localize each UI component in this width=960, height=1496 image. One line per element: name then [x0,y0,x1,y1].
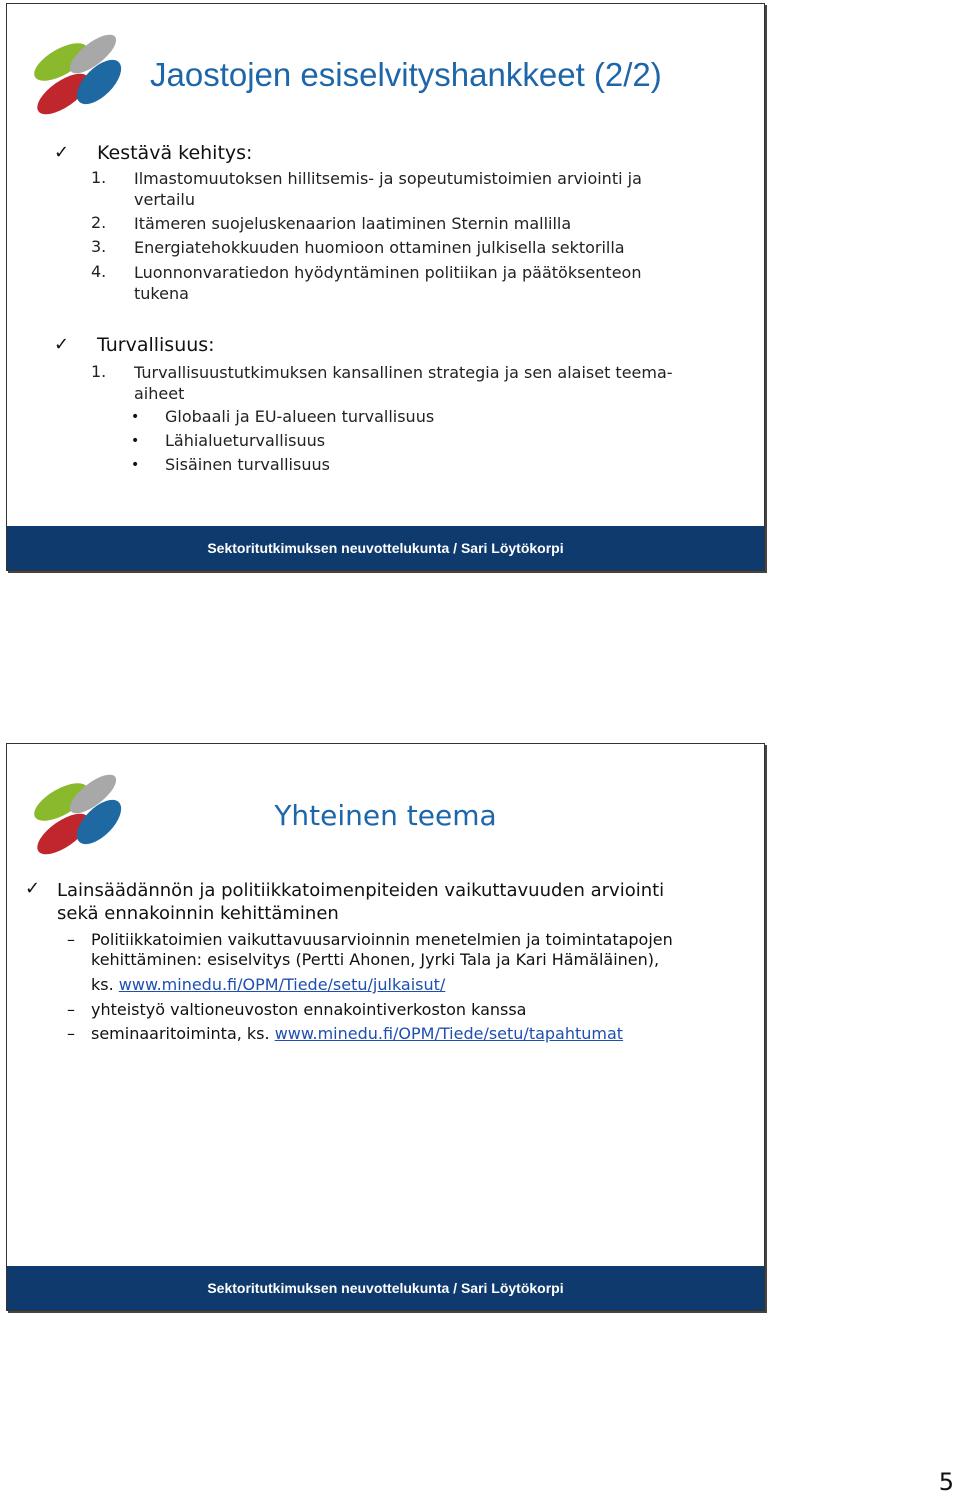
bullet-icon: • [131,457,140,473]
list-number: 2. [91,213,107,232]
bullet-item: Lähialueturvallisuus [165,431,326,450]
dash-icon: – [67,1000,75,1019]
bullet-item: Sisäinen turvallisuus [165,455,330,474]
slide-footer: Sektoritutkimuksen neuvottelukunta / Sari Löytökorpi [7,526,764,570]
section-heading: Kestävä kehitys: [97,142,253,164]
list-number: 1. [91,168,107,187]
list-number: 3. [91,237,107,256]
list-item: Itämeren suojeluskenaarion laatiminen Sternin mallilla [134,214,572,233]
section-heading: Turvallisuus: [97,334,215,356]
organization-logo [21,22,131,122]
page-number: 5 [938,1468,954,1496]
checkmark-icon: ✓ [25,878,41,899]
julkaisut-link[interactable]: www.minedu.fi/OPM/Tiede/setu/julkaisut/ [118,975,446,994]
dash-icon: – [67,930,75,949]
bullet-item: Globaali ja EU-alueen turvallisuus [165,407,435,426]
slide-title: Yhteinen teema [274,799,497,832]
list-number: 1. [91,362,107,381]
bullet-icon: • [131,409,140,425]
sub-item: yhteistyö valtioneuvoston ennakointiverkoston kanssa [91,1000,527,1019]
main-point: Lainsäädännön ja politiikkatoimenpiteiden vaikuttavuuden arviointi sekä ennakoinnin kehittäminen [57,880,665,924]
list-item: Luonnonvaratiedon hyödyntäminen politiikan ja päätöksenteon tukena [134,263,642,303]
tapahtumat-link[interactable]: www.minedu.fi/OPM/Tiede/setu/tapahtumat [274,1024,624,1043]
checkmark-icon: ✓ [54,334,70,355]
list-item: Turvallisuustutkimuksen kansallinen strategia ja sen alaiset teema- aiheet [134,363,673,403]
slide-2 [6,743,765,1311]
slide-1 [6,3,765,571]
bullet-icon: • [131,433,140,449]
sub-item: seminaaritoiminta, ks. www.minedu.fi/OPM/Tiede/setu/tapahtumat [91,1024,624,1043]
dash-icon: – [67,1024,75,1043]
slide-title: Jaostojen esiselvityshankkeet (2/2) [150,56,662,93]
list-number: 4. [91,262,107,281]
checkmark-icon: ✓ [54,142,70,163]
list-item: Ilmastomuutoksen hillitsemis- ja sopeutumistoimien arviointi ja vertailu [134,169,642,209]
sub-item: Politiikkatoimien vaikuttavuusarvioinnin menetelmien ja toimintatapojen kehittäminen: esiselvitys (Pertti Ahonen, Jyrki Tala ja Kari Hämäläinen), ks. www.minedu.fi/OPM/Tiede/setu/julkaisut/ [91,930,673,994]
list-item: Energiatehokkuuden huomioon ottaminen julkisella sektorilla [134,238,625,257]
slide-footer: Sektoritutkimuksen neuvottelukunta / Sari Löytökorpi [7,1266,764,1310]
